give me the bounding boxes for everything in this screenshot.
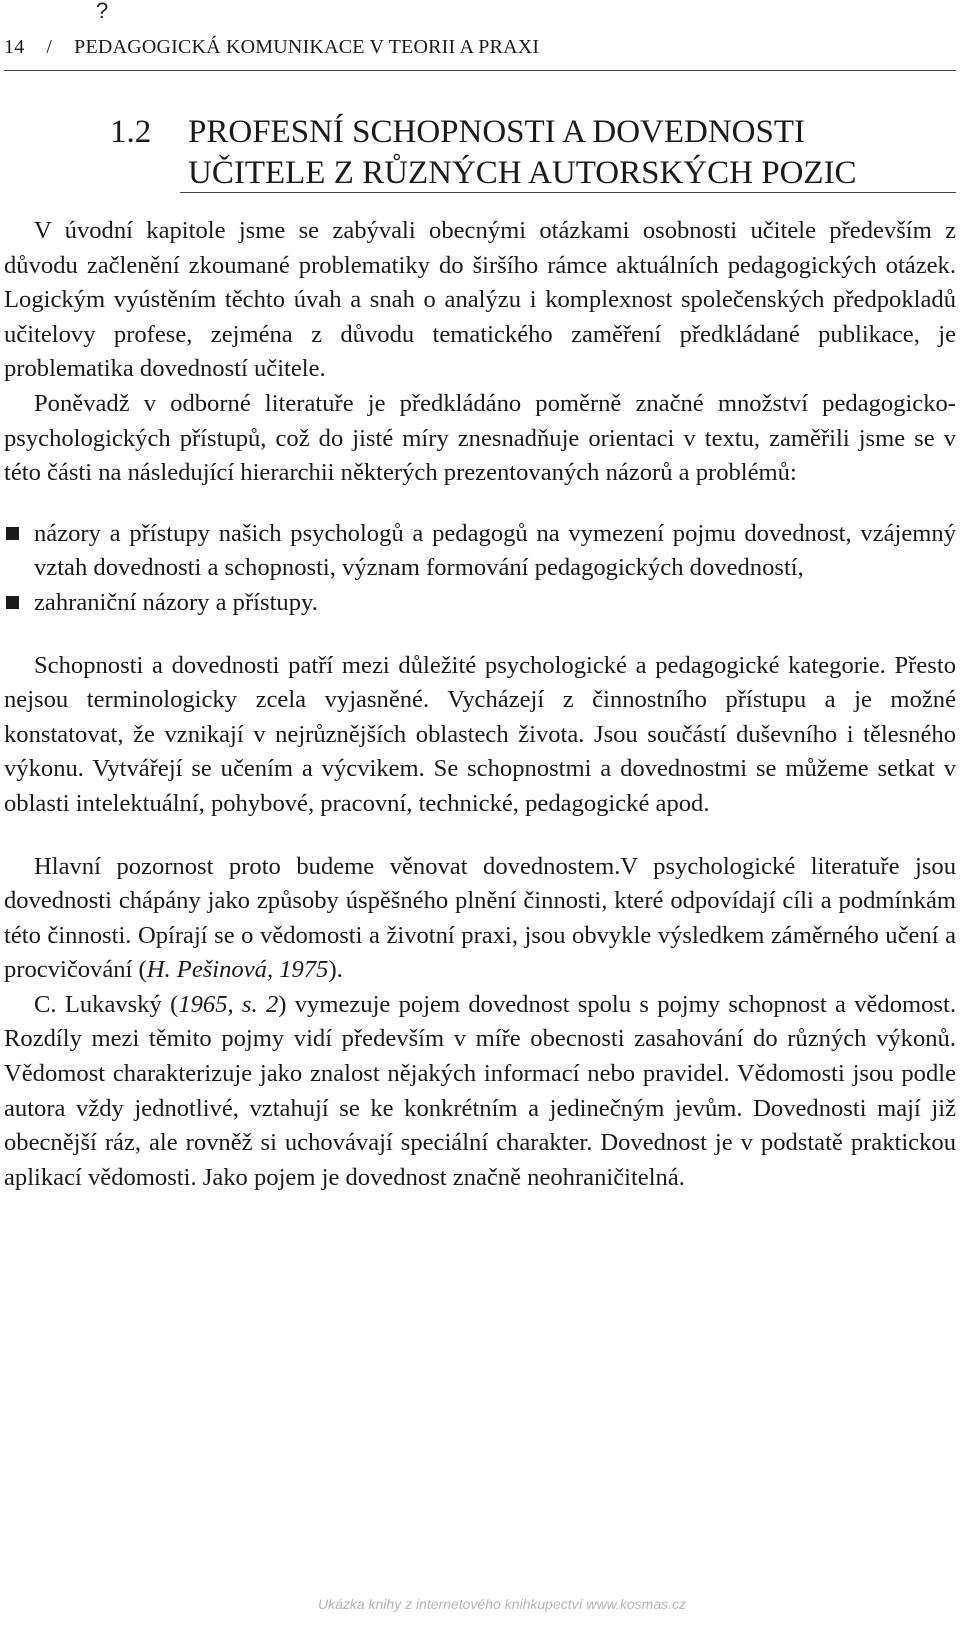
section-heading-line-1 [110,112,956,153]
paragraph-intro: V úvodní kapitole jsme se zabývali obecnými otázkami osobnosti učitele především z důvodu začlenění zkoumané problematiky do širšího rámce aktuálních pedagogických otázek. Logickým vyústěním těchto úvah a snah o analýzu i komplexnost společenských předpokladů učitelovy profese, zejména z důvodu tematického zaměření předkládané publikace, je problematika dovedností učitele. [4,217,956,383]
square-bullet-icon [6,596,19,609]
section-title-line-1: PROFESNÍ SCHOPNOSTI A DOVEDNOSTI [188,114,806,150]
section-heading-line-2 [110,153,956,194]
list-item-text: názory a přístupy našich psychologů a pedagogů na vymezení pojmu dovednost, vzájemný vztah dovednosti a schopnosti, význam formování pedagogických dovedností, [34,519,956,582]
section-heading [110,112,956,194]
running-head-separator: / [46,36,53,58]
bullet-list [4,517,956,621]
running-head-title: PEDAGOGICKÁ KOMUNIKACE V TEORII A PRAXI [74,36,540,58]
page-number: 14 [4,36,25,58]
running-head [4,36,956,71]
list-item [4,517,956,586]
paragraph-abilities: Schopnosti a dovednosti patří mezi důležité psychologické a pedagogické kategorie. Přesto nejsou terminologicky zcela vyjasněné. Vycházejí z činnostního přístupu a je možné konstatovat, že vznikají v nejrůznějších oblastech života. Jsou součástí duševního i tělesného výkonu. Vytvářejí se učením a výcvikem. Se schopnostmi a dovednostmi se můžeme setkat v oblasti intelektuální, pohybové, pracovní, technické, pedagogické apod. [4,651,956,817]
section-number: 1.2 [110,114,152,150]
heading-underline [180,192,956,193]
paragraph-skills [4,850,956,988]
list-item-text: zahraniční názory a přístupy. [34,588,318,616]
paragraph-approaches: Poněvadž v odborné literatuře je předkládáno poměrně značné množství pedagogicko-psychologických přístupů, což do jisté míry znesnadňuje orientaci v textu, zaměřili jsme se v této části na následující hierarchii některých prezentovaných názorů a problémů: [4,389,956,487]
paragraph-lukavsky-text: ) vymezuje pojem dovednost spolu s pojmy schopnost a vědomost. Rozdíly mezi těmito pojmy vidí především v míře obecnosti zasahování do různých výkonů. Vědomost charakterizuje jako znalost nějakých informací nebo pravidel. Vědomosti jsou podle autora vždy jednotlivé, vztahují se ke konkrétním a jedinečným jevům. Dovednosti mají již obecnější ráz, ale rovněž si uchovávají speciální charakter. Dovednost je v podstatě praktickou aplikací vědomosti. Jako pojem je dovednost značně neohraničitelná. [4,990,956,1191]
square-bullet-icon [6,527,19,540]
paragraph-lukavsky [4,988,956,1196]
paragraph-lukavsky-start: C. Lukavský ( [34,990,179,1018]
section-title-line-2: UČITELE Z RŮZNÝCH AUTORSKÝCH POZIC [188,155,857,191]
paragraph-skills-text: Hlavní pozornost proto budeme věnovat dovednostem.V psychologické literatuře jsou dovednosti chápány jako způsoby úspěšného plnění činnosti, které odpovídají cíli a podmínkám této činnosti. Opírají se o vědomosti a životní praxi, jsou obvykle výsledkem záměrného učení a procvičování ( [4,852,956,984]
citation-lukavsky: 1965, s. 2 [178,990,279,1018]
paragraph-skills-end: ). [328,956,343,984]
list-item [4,586,956,621]
footer-watermark: Ukázka knihy z internetového knihkupectví www.kosmas.cz [317,1596,686,1612]
top-question-mark: ? [96,0,109,23]
section-heading-indent [110,153,188,194]
body-text [4,214,956,1195]
citation-pesinova: H. Pešinová, 1975 [146,956,329,984]
